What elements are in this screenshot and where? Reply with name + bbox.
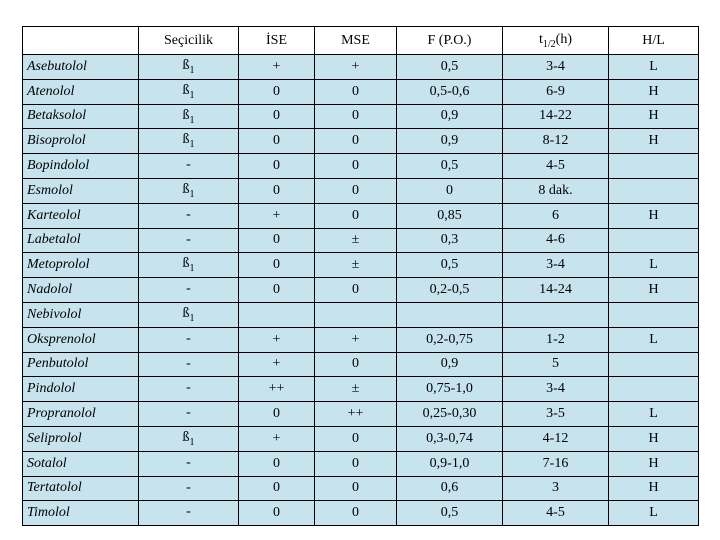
header-hl: H/L xyxy=(609,27,699,55)
selectivity-cell xyxy=(139,327,239,352)
selectivity-cell xyxy=(139,79,239,104)
table-row xyxy=(23,55,699,80)
selectivity-value: ß xyxy=(182,107,190,123)
drug-name-cell: Labetalol xyxy=(23,228,139,253)
selectivity-subscript: 1 xyxy=(189,114,195,126)
half-life-cell: 5 xyxy=(503,352,609,377)
ise-cell: 0 xyxy=(239,228,315,253)
hl-cell xyxy=(609,377,699,402)
drug-name-cell: Seliprolol xyxy=(23,426,139,451)
mse-cell: 0 xyxy=(315,129,397,154)
ise-cell: + xyxy=(239,327,315,352)
half-life-cell: 3-4 xyxy=(503,55,609,80)
table-row xyxy=(23,228,699,253)
selectivity-cell xyxy=(139,104,239,129)
selectivity-value: - xyxy=(186,231,191,247)
selectivity-cell xyxy=(139,451,239,476)
mse-cell: 0 xyxy=(315,501,397,526)
selectivity-value: ß xyxy=(182,58,190,73)
mse-cell: 0 xyxy=(315,476,397,501)
table-row xyxy=(23,203,699,228)
half-life-cell: 8-12 xyxy=(503,129,609,154)
mse-cell: ++ xyxy=(315,402,397,427)
selectivity-value: - xyxy=(186,330,191,346)
header-drug xyxy=(23,27,139,55)
mse-cell: 0 xyxy=(315,203,397,228)
selectivity-cell xyxy=(139,178,239,203)
drug-name-cell: Sotalol xyxy=(23,451,139,476)
hl-cell: H xyxy=(609,79,699,104)
selectivity-value: ß xyxy=(182,181,190,197)
table-row xyxy=(23,402,699,427)
beta-blocker-table xyxy=(22,26,699,526)
drug-name-cell: Bisoprolol xyxy=(23,129,139,154)
ise-cell: + xyxy=(239,352,315,377)
half-life-cell: 3-4 xyxy=(503,377,609,402)
table-row xyxy=(23,79,699,104)
drug-name-cell: Tertatolol xyxy=(23,476,139,501)
bioavailability-cell: 0,9 xyxy=(397,352,503,377)
selectivity-value: - xyxy=(186,157,191,173)
selectivity-value: ß xyxy=(182,82,190,98)
hl-cell: L xyxy=(609,402,699,427)
half-life-cell: 14-22 xyxy=(503,104,609,129)
ise-cell: ++ xyxy=(239,377,315,402)
drug-name-cell: Propranolol xyxy=(23,402,139,427)
ise-cell: 0 xyxy=(239,129,315,154)
selectivity-cell xyxy=(139,402,239,427)
selectivity-value: ß xyxy=(182,256,190,272)
hl-cell: L xyxy=(609,327,699,352)
selectivity-subscript: 1 xyxy=(189,89,195,101)
table-row xyxy=(23,451,699,476)
half-life-cell: 14-24 xyxy=(503,278,609,303)
ise-cell: 0 xyxy=(239,154,315,179)
half-life-cell: 1-2 xyxy=(503,327,609,352)
selectivity-cell xyxy=(139,476,239,501)
mse-cell: 0 xyxy=(315,278,397,303)
half-life-cell: 7-16 xyxy=(503,451,609,476)
selectivity-value: - xyxy=(186,454,191,470)
selectivity-cell xyxy=(139,426,239,451)
drug-name-cell: Asebutolol xyxy=(23,55,139,80)
ise-cell: 0 xyxy=(239,476,315,501)
bioavailability-cell: 0,5 xyxy=(397,154,503,179)
bioavailability-cell: 0,3 xyxy=(397,228,503,253)
hl-cell: H xyxy=(609,104,699,129)
half-life-cell: 4-5 xyxy=(503,154,609,179)
drug-name-cell: Betaksolol xyxy=(23,104,139,129)
half-life-cell: 4-12 xyxy=(503,426,609,451)
selectivity-value: ß xyxy=(182,429,190,445)
hl-cell: H xyxy=(609,278,699,303)
table-row xyxy=(23,377,699,402)
selectivity-cell xyxy=(139,377,239,402)
bioavailability-cell: 0,6 xyxy=(397,476,503,501)
ise-cell: 0 xyxy=(239,278,315,303)
half-life-cell: 3-4 xyxy=(503,253,609,278)
ise-cell: + xyxy=(239,426,315,451)
selectivity-subscript: 1 xyxy=(189,263,195,275)
bioavailability-cell: 0,85 xyxy=(397,203,503,228)
ise-cell: 0 xyxy=(239,253,315,278)
selectivity-subscript: 1 xyxy=(189,64,195,76)
selectivity-cell xyxy=(139,278,239,303)
half-life-cell: 6-9 xyxy=(503,79,609,104)
selectivity-cell xyxy=(139,302,239,327)
table-row xyxy=(23,476,699,501)
bioavailability-cell: 0,5 xyxy=(397,501,503,526)
drug-name-cell: Metoprolol xyxy=(23,253,139,278)
drug-name-cell: Bopindolol xyxy=(23,154,139,179)
hl-cell: H xyxy=(609,426,699,451)
hl-cell: L xyxy=(609,253,699,278)
selectivity-value: - xyxy=(186,405,191,421)
selectivity-value: ß xyxy=(182,132,190,148)
table-row xyxy=(23,426,699,451)
table-row xyxy=(23,104,699,129)
hl-cell: L xyxy=(609,501,699,526)
table-row xyxy=(23,154,699,179)
selectivity-value: ß xyxy=(182,305,190,321)
selectivity-subscript: 1 xyxy=(189,139,195,151)
selectivity-cell xyxy=(139,253,239,278)
selectivity-value: - xyxy=(186,380,191,396)
drug-name-cell: Karteolol xyxy=(23,203,139,228)
selectivity-value: - xyxy=(186,281,191,297)
half-life-cell: 3 xyxy=(503,476,609,501)
selectivity-cell xyxy=(139,501,239,526)
table-body xyxy=(23,55,699,526)
bioavailability-cell: 0 xyxy=(397,178,503,203)
mse-cell: 0 xyxy=(315,451,397,476)
half-life-cell xyxy=(503,302,609,327)
bioavailability-cell: 0,9-1,0 xyxy=(397,451,503,476)
header-half-life-sub: 1/2 xyxy=(542,38,556,50)
mse-cell: 0 xyxy=(315,104,397,129)
bioavailability-cell: 0,2-0,75 xyxy=(397,327,503,352)
hl-cell xyxy=(609,302,699,327)
selectivity-subscript: 1 xyxy=(189,188,195,200)
ise-cell: 0 xyxy=(239,501,315,526)
drug-name-cell: Nebivolol xyxy=(23,302,139,327)
drug-name-cell: Nadolol xyxy=(23,278,139,303)
bioavailability-cell: 0,9 xyxy=(397,129,503,154)
header-ise: İSE xyxy=(239,27,315,55)
mse-cell: ± xyxy=(315,377,397,402)
hl-cell xyxy=(609,154,699,179)
bioavailability-cell: 0,5 xyxy=(397,253,503,278)
selectivity-value: - xyxy=(186,479,191,495)
header-row xyxy=(23,27,699,55)
bioavailability-cell: 0,5 xyxy=(397,55,503,80)
ise-cell: 0 xyxy=(239,402,315,427)
hl-cell xyxy=(609,352,699,377)
half-life-cell: 4-5 xyxy=(503,501,609,526)
selectivity-cell xyxy=(139,154,239,179)
mse-cell: 0 xyxy=(315,154,397,179)
table-row xyxy=(23,501,699,526)
table-row xyxy=(23,327,699,352)
table-row xyxy=(23,253,699,278)
bioavailability-cell: 0,25-0,30 xyxy=(397,402,503,427)
table-row xyxy=(23,178,699,203)
drug-name-cell: Oksprenolol xyxy=(23,327,139,352)
hl-cell xyxy=(609,228,699,253)
mse-cell: 0 xyxy=(315,79,397,104)
hl-cell: H xyxy=(609,476,699,501)
header-bioavailability: F (P.O.) xyxy=(397,27,503,55)
header-mse: MSE xyxy=(315,27,397,55)
selectivity-value: - xyxy=(186,355,191,371)
half-life-cell: 4-6 xyxy=(503,228,609,253)
table-row xyxy=(23,352,699,377)
selectivity-subscript: 1 xyxy=(189,312,195,324)
mse-cell: + xyxy=(315,327,397,352)
table-row xyxy=(23,302,699,327)
drug-name-cell: Penbutolol xyxy=(23,352,139,377)
ise-cell: 0 xyxy=(239,451,315,476)
half-life-cell: 3-5 xyxy=(503,402,609,427)
header-half-life-t: t xyxy=(539,31,543,47)
mse-cell: ± xyxy=(315,228,397,253)
bioavailability-cell: 0,5-0,6 xyxy=(397,79,503,104)
mse-cell: + xyxy=(315,55,397,80)
hl-cell: H xyxy=(609,451,699,476)
ise-cell: + xyxy=(239,55,315,80)
header-selectivity: Seçicilik xyxy=(139,27,239,55)
hl-cell xyxy=(609,178,699,203)
selectivity-cell xyxy=(139,228,239,253)
ise-cell xyxy=(239,302,315,327)
ise-cell: 0 xyxy=(239,178,315,203)
drug-name-cell: Timolol xyxy=(23,501,139,526)
selectivity-subscript: 1 xyxy=(189,436,195,448)
hl-cell: H xyxy=(609,129,699,154)
hl-cell: L xyxy=(609,55,699,80)
bioavailability-cell: 0,9 xyxy=(397,104,503,129)
selectivity-cell xyxy=(139,352,239,377)
selectivity-value: - xyxy=(186,504,191,520)
half-life-cell: 8 dak. xyxy=(503,178,609,203)
mse-cell: 0 xyxy=(315,178,397,203)
selectivity-cell xyxy=(139,203,239,228)
drug-name-cell: Atenolol xyxy=(23,79,139,104)
header-half-life-unit: (h) xyxy=(555,31,572,47)
drug-name-cell: Pindolol xyxy=(23,377,139,402)
half-life-cell: 6 xyxy=(503,203,609,228)
bioavailability-cell: 0,3-0,74 xyxy=(397,426,503,451)
ise-cell: + xyxy=(239,203,315,228)
selectivity-cell xyxy=(139,129,239,154)
mse-cell: 0 xyxy=(315,426,397,451)
bioavailability-cell: 0,75-1,0 xyxy=(397,377,503,402)
bioavailability-cell xyxy=(397,302,503,327)
hl-cell: H xyxy=(609,203,699,228)
selectivity-value: - xyxy=(186,206,191,222)
bioavailability-cell: 0,2-0,5 xyxy=(397,278,503,303)
table-row xyxy=(23,278,699,303)
mse-cell xyxy=(315,302,397,327)
ise-cell: 0 xyxy=(239,79,315,104)
ise-cell: 0 xyxy=(239,104,315,129)
mse-cell: ± xyxy=(315,253,397,278)
selectivity-cell xyxy=(139,55,239,80)
mse-cell: 0 xyxy=(315,352,397,377)
drug-name-cell: Esmolol xyxy=(23,178,139,203)
header-half-life xyxy=(503,27,609,55)
table-row xyxy=(23,129,699,154)
